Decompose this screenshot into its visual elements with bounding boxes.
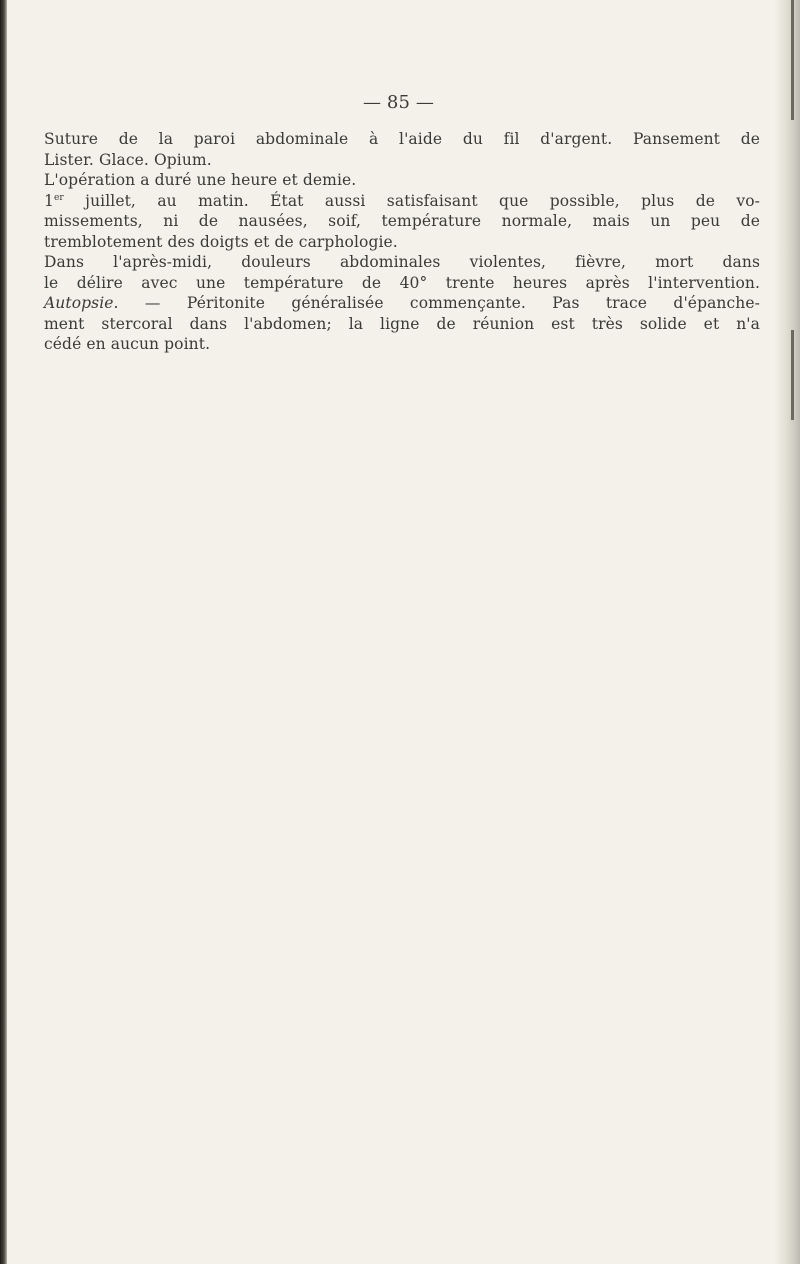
text-line: missements, ni de nausées, soif, température normale, mais un peu de	[44, 212, 760, 230]
binding-edge-left	[0, 0, 7, 1264]
text-fragment: — Péritonite généralisée commençante. Pas trace d'épanche-	[118, 294, 760, 312]
text-line: Dans l'après-midi, douleurs abdominales violentes, fièvre, mort dans	[44, 253, 760, 271]
page-gutter-right	[774, 0, 800, 1264]
ordinal-number: 1	[44, 191, 54, 210]
ordinal-suffix: er	[53, 192, 64, 203]
text-line	[29, 293, 760, 314]
page-number: — 85 —	[363, 92, 434, 113]
paragraph-operation-duration	[29, 170, 760, 191]
paragraph-july-first	[29, 191, 760, 253]
text-line: ment stercoral dans l'abdomen; la ligne de réunion est très solide et n'a	[44, 314, 760, 333]
text-line: L'opération a duré une heure et demie.	[44, 171, 357, 189]
text-line: Suture de la paroi abdominale à l'aide du fil d'argent. Pansement de	[44, 130, 760, 148]
text-line: Lister. Glace. Opium.	[44, 150, 212, 169]
autopsy-label: Autopsie.	[44, 294, 119, 312]
text-fragment: juillet, au matin. État aussi satisfaisant que possible, plus de vo-	[63, 191, 760, 210]
paragraph-afternoon	[29, 252, 760, 293]
text-line: cédé en aucun point.	[44, 335, 211, 353]
gutter-shadow-mark	[791, 330, 794, 420]
paragraph-suture	[29, 129, 760, 170]
gutter-shadow-mark	[791, 0, 794, 120]
page-text	[29, 92, 760, 355]
paragraph-autopsy	[29, 293, 760, 355]
text-line	[29, 191, 760, 212]
text-line: le délire avec une température de 40° trente heures après l'intervention.	[44, 273, 760, 292]
text-line: tremblotement des doigts et de carphologie.	[44, 232, 398, 251]
